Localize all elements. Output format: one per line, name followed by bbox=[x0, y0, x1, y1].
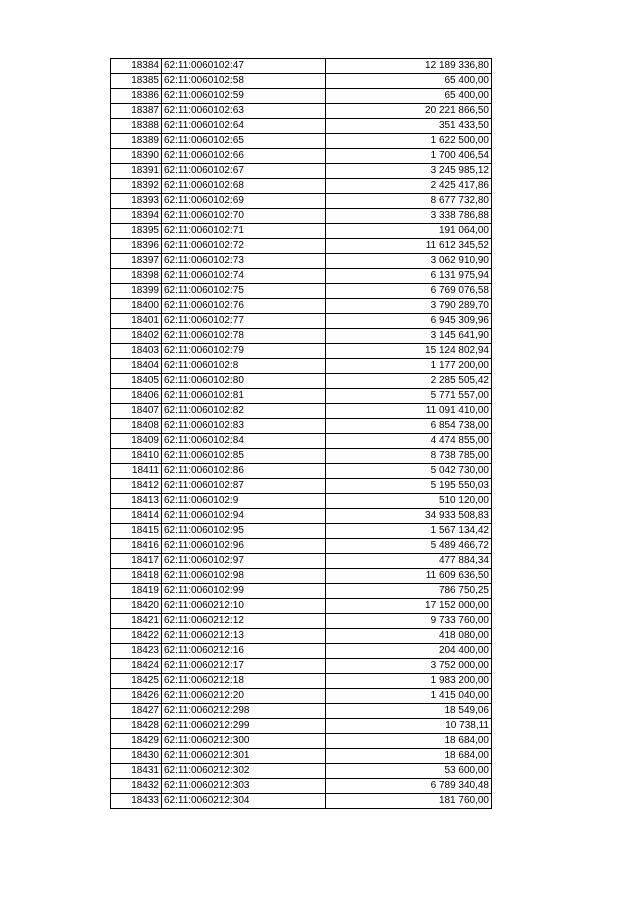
cadastral-number-cell: 62:11:0060212:301 bbox=[162, 749, 326, 764]
row-number-cell: 18416 bbox=[111, 539, 162, 554]
table-row bbox=[111, 449, 492, 464]
row-number-cell: 18405 bbox=[111, 374, 162, 389]
table-row bbox=[111, 509, 492, 524]
cadastral-number-cell: 62:11:0060102:74 bbox=[162, 269, 326, 284]
cadastral-value-cell: 191 064,00 bbox=[326, 224, 492, 239]
cadastral-number-cell: 62:11:0060102:77 bbox=[162, 314, 326, 329]
row-number-cell: 18432 bbox=[111, 779, 162, 794]
cadastral-value-cell: 181 760,00 bbox=[326, 794, 492, 809]
cadastral-number-cell: 62:11:0060102:80 bbox=[162, 374, 326, 389]
table-row bbox=[111, 554, 492, 569]
cadastral-number-cell: 62:11:0060102:69 bbox=[162, 194, 326, 209]
cadastral-value-cell: 5 195 550,03 bbox=[326, 479, 492, 494]
cadastral-number-cell: 62:11:0060212:299 bbox=[162, 719, 326, 734]
row-number-cell: 18389 bbox=[111, 134, 162, 149]
row-number-cell: 18417 bbox=[111, 554, 162, 569]
row-number-cell: 18433 bbox=[111, 794, 162, 809]
cadastral-value-cell: 3 145 641,90 bbox=[326, 329, 492, 344]
table-row bbox=[111, 359, 492, 374]
row-number-cell: 18411 bbox=[111, 464, 162, 479]
cadastral-number-cell: 62:11:0060212:303 bbox=[162, 779, 326, 794]
row-number-cell: 18430 bbox=[111, 749, 162, 764]
table-row bbox=[111, 689, 492, 704]
table-row bbox=[111, 749, 492, 764]
cadastral-value-cell: 3 062 910,90 bbox=[326, 254, 492, 269]
row-number-cell: 18414 bbox=[111, 509, 162, 524]
table-row bbox=[111, 209, 492, 224]
table-row bbox=[111, 299, 492, 314]
cadastral-number-cell: 62:11:0060102:72 bbox=[162, 239, 326, 254]
table-row bbox=[111, 464, 492, 479]
cadastral-value-cell: 510 120,00 bbox=[326, 494, 492, 509]
table-row bbox=[111, 269, 492, 284]
cadastral-value-cell: 3 790 289,70 bbox=[326, 299, 492, 314]
cadastral-value-cell: 11 612 345,52 bbox=[326, 239, 492, 254]
cadastral-number-cell: 62:11:0060102:67 bbox=[162, 164, 326, 179]
cadastral-number-cell: 62:11:0060212:298 bbox=[162, 704, 326, 719]
cadastral-value-cell: 34 933 508,83 bbox=[326, 509, 492, 524]
row-number-cell: 18428 bbox=[111, 719, 162, 734]
cadastral-number-cell: 62:11:0060102:76 bbox=[162, 299, 326, 314]
cadastral-number-cell: 62:11:0060102:99 bbox=[162, 584, 326, 599]
cadastral-number-cell: 62:11:0060102:8 bbox=[162, 359, 326, 374]
table-row bbox=[111, 374, 492, 389]
table-row bbox=[111, 344, 492, 359]
table-row bbox=[111, 599, 492, 614]
table-row bbox=[111, 314, 492, 329]
cadastral-value-cell: 6 769 076,58 bbox=[326, 284, 492, 299]
row-number-cell: 18426 bbox=[111, 689, 162, 704]
table-row bbox=[111, 779, 492, 794]
table-row bbox=[111, 224, 492, 239]
cadastral-value-cell: 351 433,50 bbox=[326, 119, 492, 134]
row-number-cell: 18408 bbox=[111, 419, 162, 434]
table-row bbox=[111, 119, 492, 134]
row-number-cell: 18425 bbox=[111, 674, 162, 689]
table-row bbox=[111, 179, 492, 194]
cadastral-value-cell: 4 474 855,00 bbox=[326, 434, 492, 449]
table-row bbox=[111, 794, 492, 809]
row-number-cell: 18424 bbox=[111, 659, 162, 674]
cadastral-value-cell: 2 285 505,42 bbox=[326, 374, 492, 389]
table-row bbox=[111, 614, 492, 629]
row-number-cell: 18400 bbox=[111, 299, 162, 314]
table-row bbox=[111, 539, 492, 554]
cadastral-number-cell: 62:11:0060102:58 bbox=[162, 74, 326, 89]
cadastral-value-cell: 6 789 340,48 bbox=[326, 779, 492, 794]
row-number-cell: 18388 bbox=[111, 119, 162, 134]
row-number-cell: 18407 bbox=[111, 404, 162, 419]
cadastral-value-cell: 8 677 732,80 bbox=[326, 194, 492, 209]
cadastral-number-cell: 62:11:0060102:70 bbox=[162, 209, 326, 224]
row-number-cell: 18406 bbox=[111, 389, 162, 404]
cadastral-number-cell: 62:11:0060212:304 bbox=[162, 794, 326, 809]
row-number-cell: 18385 bbox=[111, 74, 162, 89]
cadastral-value-cell: 12 189 336,80 bbox=[326, 59, 492, 74]
cadastral-number-cell: 62:11:0060102:9 bbox=[162, 494, 326, 509]
cadastral-number-cell: 62:11:0060212:10 bbox=[162, 599, 326, 614]
row-number-cell: 18397 bbox=[111, 254, 162, 269]
cadastral-value-cell: 11 609 636,50 bbox=[326, 569, 492, 584]
cadastral-value-cell: 18 549,06 bbox=[326, 704, 492, 719]
row-number-cell: 18427 bbox=[111, 704, 162, 719]
cadastral-value-cell: 2 425 417,86 bbox=[326, 179, 492, 194]
cadastral-number-cell: 62:11:0060102:47 bbox=[162, 59, 326, 74]
cadastral-value-cell: 204 400,00 bbox=[326, 644, 492, 659]
cadastral-number-cell: 62:11:0060212:17 bbox=[162, 659, 326, 674]
cadastral-number-cell: 62:11:0060102:68 bbox=[162, 179, 326, 194]
cadastral-value-cell: 1 622 500,00 bbox=[326, 134, 492, 149]
cadastral-value-cell: 8 738 785,00 bbox=[326, 449, 492, 464]
table-row bbox=[111, 254, 492, 269]
table-row bbox=[111, 329, 492, 344]
row-number-cell: 18398 bbox=[111, 269, 162, 284]
cadastral-number-cell: 62:11:0060102:63 bbox=[162, 104, 326, 119]
row-number-cell: 18402 bbox=[111, 329, 162, 344]
table-row bbox=[111, 674, 492, 689]
cadastral-value-cell: 5 489 466,72 bbox=[326, 539, 492, 554]
table-row bbox=[111, 149, 492, 164]
table-row bbox=[111, 764, 492, 779]
table-row bbox=[111, 89, 492, 104]
cadastral-number-cell: 62:11:0060102:95 bbox=[162, 524, 326, 539]
cadastral-number-cell: 62:11:0060102:84 bbox=[162, 434, 326, 449]
row-number-cell: 18419 bbox=[111, 584, 162, 599]
cadastral-number-cell: 62:11:0060102:82 bbox=[162, 404, 326, 419]
row-number-cell: 18421 bbox=[111, 614, 162, 629]
cadastral-number-cell: 62:11:0060102:75 bbox=[162, 284, 326, 299]
row-number-cell: 18412 bbox=[111, 479, 162, 494]
cadastral-value-cell: 65 400,00 bbox=[326, 74, 492, 89]
cadastral-value-cell: 11 091 410,00 bbox=[326, 404, 492, 419]
cadastral-value-cell: 6 945 309,96 bbox=[326, 314, 492, 329]
cadastral-value-cell: 10 738,11 bbox=[326, 719, 492, 734]
row-number-cell: 18420 bbox=[111, 599, 162, 614]
row-number-cell: 18396 bbox=[111, 239, 162, 254]
table-row bbox=[111, 419, 492, 434]
row-number-cell: 18415 bbox=[111, 524, 162, 539]
row-number-cell: 18410 bbox=[111, 449, 162, 464]
cadastral-number-cell: 62:11:0060102:79 bbox=[162, 344, 326, 359]
row-number-cell: 18403 bbox=[111, 344, 162, 359]
cadastral-value-cell: 477 884,34 bbox=[326, 554, 492, 569]
cadastral-number-cell: 62:11:0060102:83 bbox=[162, 419, 326, 434]
cadastral-value-cell: 17 152 000,00 bbox=[326, 599, 492, 614]
table-row bbox=[111, 494, 492, 509]
table-row bbox=[111, 479, 492, 494]
cadastral-number-cell: 62:11:0060212:12 bbox=[162, 614, 326, 629]
table-row bbox=[111, 734, 492, 749]
cadastral-number-cell: 62:11:0060102:71 bbox=[162, 224, 326, 239]
table-row bbox=[111, 659, 492, 674]
row-number-cell: 18413 bbox=[111, 494, 162, 509]
cadastral-value-cell: 6 131 975,94 bbox=[326, 269, 492, 284]
cadastral-value-cell: 1 177 200,00 bbox=[326, 359, 492, 374]
table-row bbox=[111, 164, 492, 179]
table-body bbox=[111, 59, 492, 809]
cadastral-value-cell: 15 124 802,94 bbox=[326, 344, 492, 359]
table-row bbox=[111, 284, 492, 299]
row-number-cell: 18395 bbox=[111, 224, 162, 239]
table-row bbox=[111, 704, 492, 719]
row-number-cell: 18392 bbox=[111, 179, 162, 194]
table-row bbox=[111, 569, 492, 584]
cadastral-value-cell: 5 771 557,00 bbox=[326, 389, 492, 404]
table-row bbox=[111, 389, 492, 404]
cadastral-value-cell: 786 750,25 bbox=[326, 584, 492, 599]
cadastral-number-cell: 62:11:0060212:20 bbox=[162, 689, 326, 704]
row-number-cell: 18399 bbox=[111, 284, 162, 299]
table-row bbox=[111, 59, 492, 74]
cadastral-value-table bbox=[110, 58, 492, 809]
row-number-cell: 18394 bbox=[111, 209, 162, 224]
cadastral-value-cell: 53 600,00 bbox=[326, 764, 492, 779]
cadastral-value-cell: 5 042 730,00 bbox=[326, 464, 492, 479]
table-row bbox=[111, 134, 492, 149]
table-row bbox=[111, 404, 492, 419]
cadastral-number-cell: 62:11:0060102:98 bbox=[162, 569, 326, 584]
cadastral-number-cell: 62:11:0060212:13 bbox=[162, 629, 326, 644]
cadastral-value-cell: 3 338 786,88 bbox=[326, 209, 492, 224]
cadastral-number-cell: 62:11:0060102:81 bbox=[162, 389, 326, 404]
table-row bbox=[111, 629, 492, 644]
table-row bbox=[111, 74, 492, 89]
table-row bbox=[111, 719, 492, 734]
cadastral-value-cell: 6 854 738,00 bbox=[326, 419, 492, 434]
table-row bbox=[111, 239, 492, 254]
cadastral-value-cell: 1 415 040,00 bbox=[326, 689, 492, 704]
table-row bbox=[111, 434, 492, 449]
row-number-cell: 18431 bbox=[111, 764, 162, 779]
table-row bbox=[111, 524, 492, 539]
cadastral-number-cell: 62:11:0060212:300 bbox=[162, 734, 326, 749]
row-number-cell: 18393 bbox=[111, 194, 162, 209]
cadastral-number-cell: 62:11:0060102:65 bbox=[162, 134, 326, 149]
cadastral-number-cell: 62:11:0060102:94 bbox=[162, 509, 326, 524]
cadastral-number-cell: 62:11:0060212:18 bbox=[162, 674, 326, 689]
cadastral-number-cell: 62:11:0060212:302 bbox=[162, 764, 326, 779]
cadastral-value-cell: 1 567 134,42 bbox=[326, 524, 492, 539]
cadastral-number-cell: 62:11:0060212:16 bbox=[162, 644, 326, 659]
row-number-cell: 18401 bbox=[111, 314, 162, 329]
row-number-cell: 18409 bbox=[111, 434, 162, 449]
table-row bbox=[111, 104, 492, 119]
row-number-cell: 18429 bbox=[111, 734, 162, 749]
cadastral-number-cell: 62:11:0060102:85 bbox=[162, 449, 326, 464]
cadastral-number-cell: 62:11:0060102:86 bbox=[162, 464, 326, 479]
row-number-cell: 18423 bbox=[111, 644, 162, 659]
row-number-cell: 18384 bbox=[111, 59, 162, 74]
cadastral-number-cell: 62:11:0060102:87 bbox=[162, 479, 326, 494]
cadastral-number-cell: 62:11:0060102:96 bbox=[162, 539, 326, 554]
cadastral-value-cell: 1 700 406,54 bbox=[326, 149, 492, 164]
row-number-cell: 18422 bbox=[111, 629, 162, 644]
cadastral-number-cell: 62:11:0060102:66 bbox=[162, 149, 326, 164]
cadastral-value-cell: 3 752 000,00 bbox=[326, 659, 492, 674]
cadastral-value-cell: 1 983 200,00 bbox=[326, 674, 492, 689]
table-row bbox=[111, 644, 492, 659]
cadastral-value-cell: 18 684,00 bbox=[326, 749, 492, 764]
cadastral-value-cell: 20 221 866,50 bbox=[326, 104, 492, 119]
cadastral-value-cell: 65 400,00 bbox=[326, 89, 492, 104]
cadastral-number-cell: 62:11:0060102:73 bbox=[162, 254, 326, 269]
cadastral-number-cell: 62:11:0060102:64 bbox=[162, 119, 326, 134]
row-number-cell: 18391 bbox=[111, 164, 162, 179]
cadastral-number-cell: 62:11:0060102:97 bbox=[162, 554, 326, 569]
table-row bbox=[111, 194, 492, 209]
table-row bbox=[111, 584, 492, 599]
cadastral-number-cell: 62:11:0060102:59 bbox=[162, 89, 326, 104]
cadastral-value-cell: 9 733 760,00 bbox=[326, 614, 492, 629]
cadastral-number-cell: 62:11:0060102:78 bbox=[162, 329, 326, 344]
row-number-cell: 18404 bbox=[111, 359, 162, 374]
row-number-cell: 18418 bbox=[111, 569, 162, 584]
row-number-cell: 18390 bbox=[111, 149, 162, 164]
row-number-cell: 18386 bbox=[111, 89, 162, 104]
cadastral-value-cell: 3 245 985,12 bbox=[326, 164, 492, 179]
cadastral-value-cell: 18 684,00 bbox=[326, 734, 492, 749]
row-number-cell: 18387 bbox=[111, 104, 162, 119]
cadastral-value-cell: 418 080,00 bbox=[326, 629, 492, 644]
